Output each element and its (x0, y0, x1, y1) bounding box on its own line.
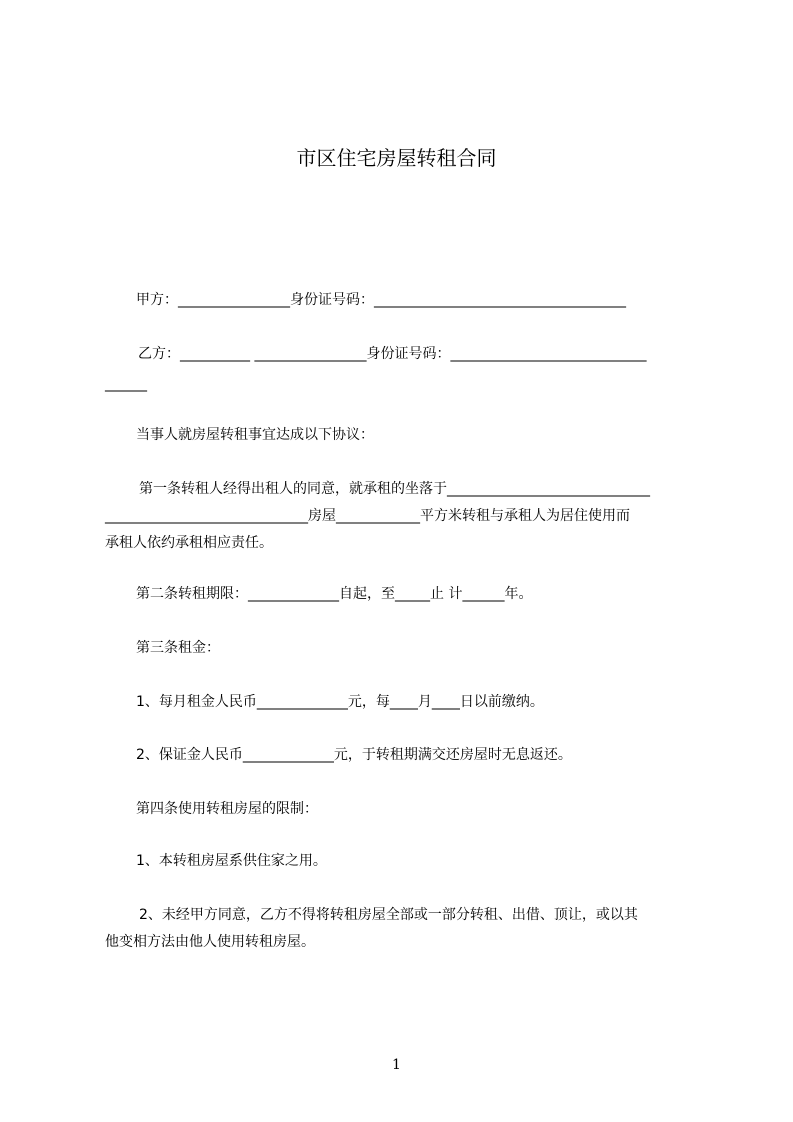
document-title: 市区住宅房屋转租合同 (296, 146, 497, 170)
article-3-item-2: 2、保证金人民币_____________元，于转租期满交还房屋时无息返还。 (136, 747, 572, 763)
article-4-item-1: 1、本转租房屋系供住家之用。 (136, 853, 327, 869)
party-b-line-continued: ______ (105, 376, 147, 392)
article-4-heading: 第四条使用转租房屋的限制： (136, 801, 318, 817)
article-3-heading: 第三条租金： (136, 640, 220, 656)
article-1-line-3: 承租人依约承租相应责任。 (105, 535, 273, 551)
article-4-item-2-line-2: 他变相方法由他人使用转租房屋。 (105, 934, 315, 950)
article-4-item-2-line-1: 2、未经甲方同意，乙方不得将转租房屋全部或一部分转租、出借、顶让，或以其 (139, 907, 638, 923)
party-a-line: 甲方：________________身份证号码：____________________________________ (136, 292, 626, 308)
article-1-line-2: _____________________________房屋____________平方米转租与承租人为居住使用而 (105, 508, 630, 524)
agreement-intro: 当事人就房屋转租事宜达成以下协议： (136, 427, 374, 443)
article-3-item-1: 1、每月租金人民币_____________元，每____月____日以前缴纳。 (136, 694, 544, 710)
page-number: 1 (392, 1057, 401, 1073)
article-1-line-1: 第一条转租人经得出租人的同意，就承租的坐落于_____________________________ (139, 481, 650, 497)
party-b-line: 乙方：__________ ________________身份证号码：____________________________ (138, 346, 647, 362)
article-2: 第二条转租期限：_____________自起，至_____止 计______年。 (136, 586, 533, 602)
